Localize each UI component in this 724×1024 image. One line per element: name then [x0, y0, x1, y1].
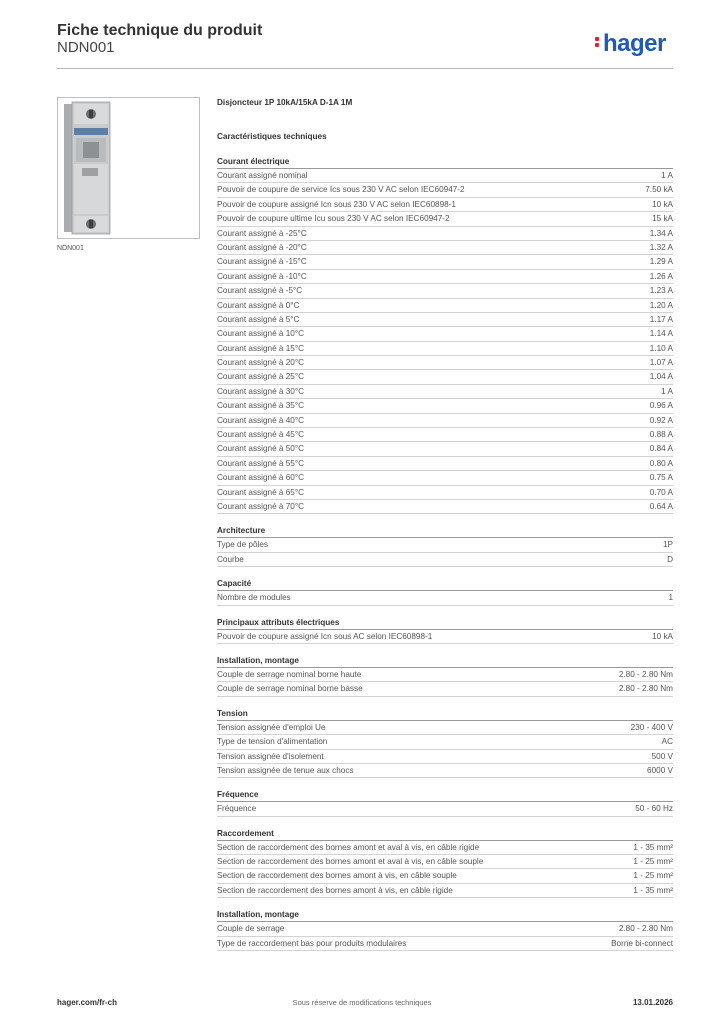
spec-label: Type de raccordement bas pour produits modulaires — [217, 938, 407, 948]
spec-value: 500 V — [651, 751, 673, 761]
spec-value: 1.10 A — [649, 343, 673, 353]
spec-value: 50 - 60 Hz — [635, 804, 673, 814]
spec-row — [217, 385, 673, 399]
spec-row — [217, 299, 673, 313]
spec-row — [217, 855, 673, 869]
spec-value: Borne bi-connect — [611, 938, 673, 948]
spec-row — [217, 750, 673, 764]
spec-value: 0.84 A — [649, 444, 673, 454]
spec-value: 1.23 A — [649, 286, 673, 296]
spec-value: 1.07 A — [649, 358, 673, 368]
spec-value: 0.88 A — [649, 430, 673, 440]
spec-label: Section de raccordement des bornes amont à vis, en câble rigide — [217, 885, 453, 895]
spec-row — [217, 313, 673, 327]
section-title: Installation, montage — [217, 655, 673, 668]
spec-section — [217, 578, 673, 605]
spec-row — [217, 553, 673, 567]
spec-label: Courant assigné à 65°C — [217, 487, 305, 497]
spec-section — [217, 156, 673, 514]
spec-label: Tension assignée de tenue aux chocs — [217, 765, 354, 775]
spec-value: 1 — [668, 593, 673, 603]
product-code: NDN001 — [57, 39, 115, 56]
spec-label: Section de raccordement des bornes amont et aval à vis, en câble rigide — [217, 842, 480, 852]
spec-label: Courant assigné à 10°C — [217, 329, 305, 339]
spec-label: Courant assigné à 25°C — [217, 372, 305, 382]
spec-label: Fréquence — [217, 804, 257, 814]
spec-section — [217, 708, 673, 779]
spec-value: 1.17 A — [649, 314, 673, 324]
image-caption: NDN001 — [57, 245, 84, 252]
spec-label: Courant assigné à 35°C — [217, 401, 305, 411]
spec-label: Courbe — [217, 554, 244, 564]
spec-value: 7.50 kA — [645, 185, 673, 195]
spec-value: 1 - 25 mm² — [633, 857, 673, 867]
spec-label: Courant assigné à 70°C — [217, 501, 305, 511]
spec-label: Courant assigné à -10°C — [217, 271, 307, 281]
spec-row — [217, 922, 673, 936]
spec-row — [217, 764, 673, 778]
spec-row — [217, 255, 673, 269]
spec-label: Couple de serrage nominal borne basse — [217, 684, 363, 694]
spec-row — [217, 735, 673, 749]
spec-value: 1 - 25 mm² — [633, 871, 673, 881]
spec-row — [217, 668, 673, 682]
spec-value: 1 - 35 mm² — [633, 842, 673, 852]
spec-row — [217, 442, 673, 456]
spec-label: Pouvoir de coupure ultime Icu sous 230 V AC selon IEC60947-2 — [217, 214, 450, 224]
spec-label: Couple de serrage nominal borne haute — [217, 669, 362, 679]
spec-value: 0.64 A — [649, 501, 673, 511]
spec-row — [217, 721, 673, 735]
spec-label: Courant assigné à -25°C — [217, 228, 307, 238]
spec-value: 1.20 A — [649, 300, 673, 310]
spec-label: Courant assigné à 5°C — [217, 314, 300, 324]
spec-section — [217, 909, 673, 951]
logo-text: hager — [603, 30, 666, 57]
spec-section — [217, 828, 673, 899]
section-title: Fréquence — [217, 789, 673, 802]
spec-value: 1.34 A — [649, 228, 673, 238]
spec-row — [217, 198, 673, 212]
spec-row — [217, 169, 673, 183]
hager-logo — [595, 30, 666, 58]
spec-label: Courant assigné à 15°C — [217, 343, 305, 353]
spec-label: Courant assigné à 55°C — [217, 458, 305, 468]
spec-label: Tension assignée d'emploi Ue — [217, 722, 326, 732]
spec-value: 1.26 A — [649, 271, 673, 281]
spec-value: 0.80 A — [649, 458, 673, 468]
footer-website[interactable]: hager.com/fr-ch — [57, 998, 118, 1007]
spec-value: 10 kA — [652, 631, 673, 641]
spec-label: Courant assigné à 50°C — [217, 444, 305, 454]
spec-label: Couple de serrage — [217, 924, 285, 934]
spec-row — [217, 802, 673, 816]
footer-date: 13.01.2026 — [632, 998, 673, 1007]
spec-label: Tension assignée d'isolement — [217, 751, 324, 761]
product-image — [57, 97, 200, 239]
section-title: Principaux attributs électriques — [217, 617, 673, 630]
spec-value: 0.96 A — [649, 401, 673, 411]
spec-row — [217, 457, 673, 471]
section-title: Raccordement — [217, 828, 673, 841]
spec-label: Courant assigné à -15°C — [217, 257, 307, 267]
section-title: Installation, montage — [217, 909, 673, 922]
spec-value: 2.80 - 2.80 Nm — [618, 669, 673, 679]
spec-row — [217, 241, 673, 255]
spec-section — [217, 655, 673, 697]
spec-value: 0.70 A — [649, 487, 673, 497]
spec-value: AC — [661, 737, 673, 747]
spec-value: 1.29 A — [649, 257, 673, 267]
spec-row — [217, 841, 673, 855]
spec-value: 2.80 - 2.80 Nm — [618, 924, 673, 934]
spec-section — [217, 525, 673, 567]
spec-label: Courant assigné à -5°C — [217, 286, 303, 296]
spec-value: 1 A — [661, 386, 673, 396]
spec-row — [217, 538, 673, 552]
spec-value: 1 - 35 mm² — [633, 885, 673, 895]
spec-value: 1P — [662, 540, 673, 550]
spec-value: 1 A — [661, 171, 673, 180]
spec-label: Pouvoir de coupure de service Ics sous 230 V AC selon IEC60947-2 — [217, 185, 465, 195]
spec-label: Courant assigné à -20°C — [217, 242, 307, 252]
spec-label: Courant assigné nominal — [217, 171, 308, 180]
section-title: Tension — [217, 708, 673, 721]
spec-section — [217, 617, 673, 644]
spec-value: 10 kA — [652, 199, 673, 209]
spec-value: 1.04 A — [649, 372, 673, 382]
spec-value: 1.14 A — [649, 329, 673, 339]
spec-label: Courant assigné à 40°C — [217, 415, 305, 425]
footer-disclaimer: Sous réserve de modifications techniques — [292, 998, 432, 1007]
spec-value: 6000 V — [647, 765, 673, 775]
spec-value: 15 kA — [652, 214, 673, 224]
spec-row — [217, 937, 673, 951]
spec-label: Pouvoir de coupure assigné Icn sous AC selon IEC60898-1 — [217, 631, 433, 641]
spec-row — [217, 471, 673, 485]
spec-row — [217, 682, 673, 696]
spec-row — [217, 370, 673, 384]
spec-row — [217, 500, 673, 514]
spec-row — [217, 399, 673, 413]
spec-label: Courant assigné à 30°C — [217, 386, 305, 396]
spec-value: 230 - 400 V — [630, 722, 673, 732]
product-name: Disjoncteur 1P 10kA/15kA D-1A 1M — [217, 98, 353, 107]
logo-dots-icon — [595, 35, 601, 49]
spec-row — [217, 356, 673, 370]
spec-row — [217, 884, 673, 898]
spec-row — [217, 869, 673, 883]
page-title: Fiche technique du produit — [57, 22, 263, 39]
spec-row — [217, 414, 673, 428]
spec-label: Courant assigné à 0°C — [217, 300, 300, 310]
specs-heading: Caractéristiques techniques — [217, 132, 327, 141]
section-title: Capacité — [217, 578, 673, 591]
header-divider — [57, 68, 673, 69]
section-title: Courant électrique — [217, 156, 673, 169]
spec-value: 0.75 A — [649, 473, 673, 483]
spec-row — [217, 630, 673, 644]
spec-row — [217, 212, 673, 226]
spec-label: Section de raccordement des bornes amont à vis, en câble souple — [217, 871, 457, 881]
spec-value: 1.32 A — [649, 242, 673, 252]
section-title: Architecture — [217, 525, 673, 538]
spec-row — [217, 428, 673, 442]
spec-label: Type de pôles — [217, 540, 268, 550]
spec-label: Section de raccordement des bornes amont et aval à vis, en câble souple — [217, 857, 484, 867]
spec-label: Courant assigné à 20°C — [217, 358, 305, 368]
spec-row — [217, 284, 673, 298]
spec-sections — [217, 156, 673, 951]
spec-row — [217, 486, 673, 500]
spec-label: Type de tension d'alimentation — [217, 737, 328, 747]
spec-row — [217, 342, 673, 356]
spec-row — [217, 591, 673, 605]
circuit-breaker-icon — [58, 98, 199, 238]
spec-label: Courant assigné à 60°C — [217, 473, 305, 483]
spec-row — [217, 270, 673, 284]
spec-row — [217, 327, 673, 341]
spec-section — [217, 789, 673, 816]
spec-label: Pouvoir de coupure assigné Icn sous 230 V AC selon IEC60898-1 — [217, 199, 456, 209]
spec-label: Courant assigné à 45°C — [217, 430, 305, 440]
spec-row — [217, 227, 673, 241]
spec-label: Nombre de modules — [217, 593, 291, 603]
spec-value: 2.80 - 2.80 Nm — [618, 684, 673, 694]
spec-content — [217, 96, 673, 951]
spec-value: D — [667, 554, 673, 564]
spec-value: 0.92 A — [649, 415, 673, 425]
spec-row — [217, 183, 673, 197]
